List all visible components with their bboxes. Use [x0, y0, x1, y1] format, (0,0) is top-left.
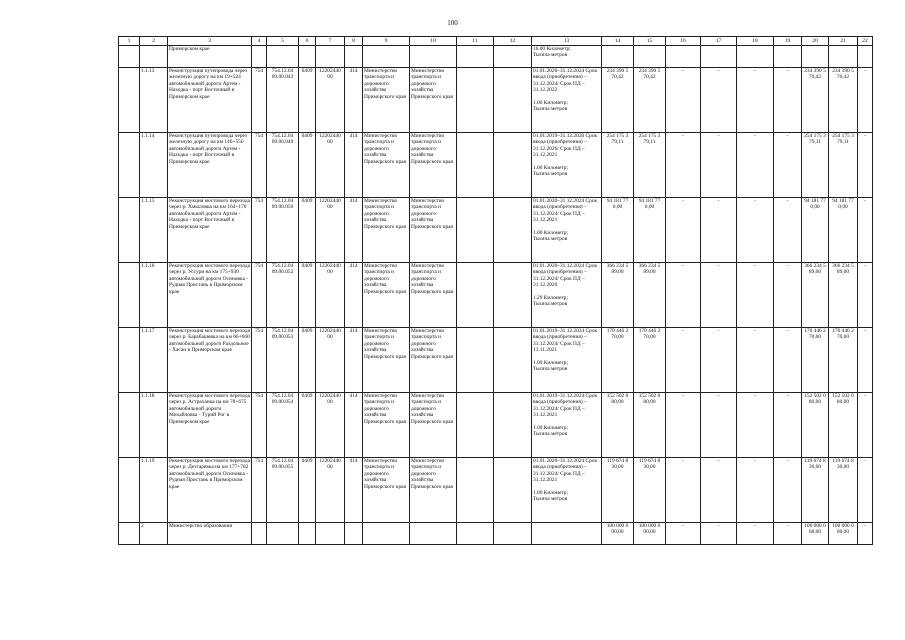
- cell-c8: 414: [345, 68, 363, 133]
- cell-c9: Министерство транспорта и дорожного хозяйства Приморского края: [363, 393, 410, 458]
- column-number-9: 9: [363, 37, 410, 46]
- cell-period: 16.00 Километр; Тысяча метров: [532, 46, 602, 68]
- cell-c6: 0409: [299, 133, 316, 198]
- cell-c20: 119 674 8 30,00: [802, 458, 829, 523]
- cell-c4: [252, 523, 267, 545]
- column-number-14: 14: [602, 37, 634, 46]
- cell-c9: Министерство транспорта и дорожного хозяйства Приморского края: [363, 263, 410, 328]
- cell-c10: Министерство транспорта и дорожного хозяйства Приморского края: [410, 458, 457, 523]
- column-number-18: 18: [737, 37, 774, 46]
- cell-c18: -: [737, 458, 774, 523]
- cell-c19: -: [774, 133, 802, 198]
- cell-c22: -: [858, 263, 873, 328]
- cell-c12: [494, 393, 532, 458]
- table-row: [119, 458, 873, 523]
- cell-c3: Реконструкция мостового перехода через р. Уссури на км 175+930 автомобильной дороги Осиновка - Рудная Пристань в Приморском крае: [168, 263, 252, 328]
- table-row: [119, 263, 873, 328]
- cell-c17: -: [701, 198, 737, 263]
- cell-c20: 254 175 3 79,11: [802, 133, 829, 198]
- cell-c11: [457, 68, 494, 133]
- cell-c1: [119, 133, 140, 198]
- cell-c13: 01.01.2020–31.12.2024 Срок ввода (приобретения) – 31.12.2024/ Срок ПД – 31.12.2022 1.00 Километр; Тысяча метров: [532, 68, 602, 133]
- cell-c16: -: [666, 393, 701, 458]
- column-number-3: 3: [168, 37, 252, 46]
- cell-c2: [140, 46, 168, 68]
- cell-c13: 01.01.2020–31.12.2024 Срок ввода (приобретения) – 31.12.2024/ Срок ПД – 31.12.2020 1.29 Километр; Тысяча метров: [532, 263, 602, 328]
- cell-c10: Министерство транспорта и дорожного хозяйства Приморского края: [410, 393, 457, 458]
- cell-c4: 754: [252, 328, 267, 393]
- cell-c20: 94 181 77 0,00: [802, 198, 829, 263]
- cell-c17: -: [701, 133, 737, 198]
- column-number-8: 8: [345, 37, 363, 46]
- cell-c5: [267, 523, 299, 545]
- cell-c17: -: [701, 68, 737, 133]
- cell-c2: 1.1.18: [140, 393, 168, 458]
- cell-c21: 119 674 8 30,00: [829, 458, 858, 523]
- cell-c17: -: [701, 393, 737, 458]
- cell-c21: 170 446 2 70,00: [829, 328, 858, 393]
- cell-c10: Министерство транспорта и дорожного хозяйства Приморского края: [410, 133, 457, 198]
- cell-c16: -: [666, 133, 701, 198]
- column-number-22: 22: [858, 37, 873, 46]
- cell-c4: 754: [252, 263, 267, 328]
- cell-c2: 1.1.19: [140, 458, 168, 523]
- cell-c10: Министерство транспорта и дорожного хозяйства Приморского края: [410, 328, 457, 393]
- cell-c6: [299, 523, 316, 545]
- column-number-11: 11: [457, 37, 494, 46]
- cell-c11: [457, 133, 494, 198]
- cell-c6: 0409: [299, 198, 316, 263]
- cell-c3: Реконструкция путепровода через железную дорогу на км 19+524 автомобильной дороги Артем - Находка - порт Восточный в Приморском крае: [168, 68, 252, 133]
- cell-c11: [457, 523, 494, 545]
- cell-c15: 100 000 0 00,00: [634, 523, 666, 545]
- column-number-16: 16: [666, 37, 701, 46]
- cell-c18: -: [737, 328, 774, 393]
- column-number-1: 1: [119, 37, 140, 46]
- cell-c18: -: [737, 263, 774, 328]
- cell-c2: 1.1.15: [140, 198, 168, 263]
- cell-c19: -: [774, 458, 802, 523]
- cell-c3: Реконструкция путепровода через железную дорогу на км 146+550 автомобильной дороги Артем - Находка - порт Восточный в Приморском крае: [168, 133, 252, 198]
- cell-c8: 414: [345, 263, 363, 328]
- column-number-5: 5: [267, 37, 299, 46]
- cell-c16: -: [666, 263, 701, 328]
- cell-c19: -: [774, 393, 802, 458]
- cell-c8: 414: [345, 393, 363, 458]
- cell-c9: Министерство транспорта и дорожного хозяйства Приморского края: [363, 198, 410, 263]
- cell-c19: -: [774, 523, 802, 545]
- column-number-19: 19: [774, 37, 802, 46]
- cell-c1: [119, 523, 140, 545]
- cell-c12: [494, 328, 532, 393]
- cell-c13: 01.01.2019–31.12.2026 Срок ввода (приобретения) – 31.12.2026/ Срок ПД – 31.12.2021 1.00 Километр; Тысяча метров: [532, 133, 602, 198]
- cell-c7: 12202440 00: [316, 133, 345, 198]
- cell-c1: [119, 46, 140, 68]
- cell-c7: 12202440 00: [316, 393, 345, 458]
- cell-c21: 100 000 0 00,00: [829, 523, 858, 545]
- cell-c6: 0409: [299, 458, 316, 523]
- cell-c11: [457, 393, 494, 458]
- cell-c13: 01.01.2020–31.12.2024 Срок ввода (приобретения) – 31.12.2024/ Срок ПД – 31.12.2021 1.00 Километр; Тысяча метров: [532, 458, 602, 523]
- cell-c2: 1.1.16: [140, 263, 168, 328]
- cell-c5: 754.12.04 09.00.049: [267, 133, 299, 198]
- cell-c13: [532, 523, 602, 545]
- cell-c22: -: [858, 68, 873, 133]
- cell-c2: 1.1.13: [140, 68, 168, 133]
- page-number: 100: [447, 19, 458, 27]
- cell-c14: 366 234 5 89,00: [602, 263, 634, 328]
- cell-c2: 1.1.14: [140, 133, 168, 198]
- cell-c1: [119, 393, 140, 458]
- table-row-ministry-education: [119, 523, 873, 545]
- cell-c4: 754: [252, 458, 267, 523]
- cell-c6: 0409: [299, 393, 316, 458]
- cell-c7: 12202440 00: [316, 458, 345, 523]
- cell-c7: 12202440 00: [316, 328, 345, 393]
- cell-c16: -: [666, 523, 701, 545]
- cell-c5: 754.12.04 09.00.055: [267, 458, 299, 523]
- cell-c7: 12202440 00: [316, 198, 345, 263]
- column-number-4: 4: [252, 37, 267, 46]
- cell-c8: 414: [345, 328, 363, 393]
- cell-c12: [494, 198, 532, 263]
- cell-c15: 152 502 0 80,00: [634, 393, 666, 458]
- cell-c21: 254 175 3 79,11: [829, 133, 858, 198]
- cell-c19: -: [774, 198, 802, 263]
- cell-c19: -: [774, 328, 802, 393]
- cell-c20: 100 000 0 00,00: [802, 523, 829, 545]
- column-number-7: 7: [316, 37, 345, 46]
- cell-c22: -: [858, 393, 873, 458]
- cell-c15: 119 674 8 30,00: [634, 458, 666, 523]
- cell-c18: -: [737, 133, 774, 198]
- cell-c1: [119, 68, 140, 133]
- cell-c18: -: [737, 68, 774, 133]
- cell-c6: 0409: [299, 68, 316, 133]
- cell-c6: 0409: [299, 328, 316, 393]
- cell-c2: 2: [140, 523, 168, 545]
- cell-c19: -: [774, 68, 802, 133]
- cell-c11: [457, 263, 494, 328]
- cell-c11: [457, 328, 494, 393]
- cell-c20: 170 446 2 70,00: [802, 328, 829, 393]
- cell-c19: -: [774, 263, 802, 328]
- column-number-row: [119, 37, 873, 46]
- cell-c15: 94 181 77 0,00: [634, 198, 666, 263]
- cell-c4: 754: [252, 393, 267, 458]
- cell-c7: [316, 523, 345, 545]
- cell-c1: [119, 328, 140, 393]
- cell-c14: 100 000 0 00,00: [602, 523, 634, 545]
- cell-c11: [457, 458, 494, 523]
- cell-c20: 234 390 5 70,42: [802, 68, 829, 133]
- column-number-17: 17: [701, 37, 737, 46]
- cell-c3: Реконструкция мостового перехода через р. Астраханка на км 78+675 автомобильной дороги Михайловка - Турий Рог в Приморском крае: [168, 393, 252, 458]
- cell-c10: Министерство транспорта и дорожного хозяйства Приморского края: [410, 263, 457, 328]
- cell-c12: [494, 263, 532, 328]
- cell-c8: 414: [345, 198, 363, 263]
- cell-c17: -: [701, 263, 737, 328]
- cell-c12: [494, 133, 532, 198]
- cell-c16: -: [666, 458, 701, 523]
- table-row: [119, 133, 873, 198]
- cell-c22: -: [858, 133, 873, 198]
- cell-c14: 119 674 8 30,00: [602, 458, 634, 523]
- cell-c2: 1.1.17: [140, 328, 168, 393]
- table-row: [119, 198, 873, 263]
- cell-c9: [363, 523, 410, 545]
- table-row: [119, 328, 873, 393]
- cell-c8: 414: [345, 458, 363, 523]
- column-number-12: 12: [494, 37, 532, 46]
- table-row: [119, 393, 873, 458]
- cell-c16: -: [666, 198, 701, 263]
- cell-c15: 254 175 3 79,11: [634, 133, 666, 198]
- continuation-row: [119, 46, 873, 68]
- cell-c18: -: [737, 393, 774, 458]
- cell-c10: [410, 523, 457, 545]
- column-number-2: 2: [140, 37, 168, 46]
- cell-c15: 366 234 5 89,00: [634, 263, 666, 328]
- cell-c5: 754.12.04 09.00.050: [267, 198, 299, 263]
- investment-register-table: [118, 36, 873, 545]
- cell-c3: Министерство образования: [168, 523, 252, 545]
- cell-c17: -: [701, 328, 737, 393]
- column-number-6: 6: [299, 37, 316, 46]
- cell-c21: 234 390 5 70,42: [829, 68, 858, 133]
- cell-c1: [119, 458, 140, 523]
- cell-c22: -: [858, 523, 873, 545]
- cell-c10: Министерство транспорта и дорожного хозяйства Приморского края: [410, 198, 457, 263]
- cell-c4: 754: [252, 198, 267, 263]
- cell-c18: -: [737, 198, 774, 263]
- cell-c4: 754: [252, 133, 267, 198]
- column-number-10: 10: [410, 37, 457, 46]
- column-number-21: 21: [829, 37, 858, 46]
- cell-c16: -: [666, 328, 701, 393]
- cell-c14: 94 181 77 0,00: [602, 198, 634, 263]
- cell-c5: 754.12.04 09.00.054: [267, 393, 299, 458]
- cell-c8: 414: [345, 133, 363, 198]
- cell-c20: 366 234 5 89,00: [802, 263, 829, 328]
- cell-c21: 152 502 0 80,00: [829, 393, 858, 458]
- cell-c1: [119, 198, 140, 263]
- cell-c14: 170 446 2 70,00: [602, 328, 634, 393]
- cell-c12: [494, 68, 532, 133]
- cell-object-name: Приморском крае: [168, 46, 252, 68]
- cell-c9: Министерство транспорта и дорожного хозяйства Приморского края: [363, 328, 410, 393]
- cell-c8: [345, 523, 363, 545]
- cell-c14: 152 502 0 80,00: [602, 393, 634, 458]
- cell-c12: [494, 458, 532, 523]
- cell-c9: Министерство транспорта и дорожного хозяйства Приморского края: [363, 68, 410, 133]
- cell-c22: -: [858, 198, 873, 263]
- cell-c20: 152 502 0 80,00: [802, 393, 829, 458]
- cell-c21: 366 234 5 89,00: [829, 263, 858, 328]
- cell-c3: Реконструкция мостового перехода через р. Хмыловка на км 164+170 автомобильной дороги Артем - Находка - порт Восточный в Приморском крае: [168, 198, 252, 263]
- cell-c15: 234 390 5 70,42: [634, 68, 666, 133]
- column-number-15: 15: [634, 37, 666, 46]
- cell-c11: [457, 198, 494, 263]
- cell-c3: Реконструкция мостового перехода через р. Барабашевка на км 66+660 автомобильной дороги Раздольное - Хасан в Приморском крае: [168, 328, 252, 393]
- cell-c7: 12202440 00: [316, 68, 345, 133]
- cell-c15: 170 446 2 70,00: [634, 328, 666, 393]
- cell-c6: 0409: [299, 263, 316, 328]
- cell-c16: -: [666, 68, 701, 133]
- cell-c14: 254 175 3 79,11: [602, 133, 634, 198]
- cell-c5: 754.12.04 09.00.043: [267, 68, 299, 133]
- cell-c22: -: [858, 458, 873, 523]
- cell-c18: -: [737, 523, 774, 545]
- cell-c7: 12202440 00: [316, 263, 345, 328]
- column-number-20: 20: [802, 37, 829, 46]
- cell-c12: [494, 523, 532, 545]
- cell-c13: 01.01.2019–31.12.2024 Срок ввода (приобретения) – 31.12.2024/ Срок ПД – 31.12.2021 1.00 Километр; Тысяча метров: [532, 393, 602, 458]
- cell-c9: Министерство транспорта и дорожного хозяйства Приморского края: [363, 458, 410, 523]
- cell-c21: 94 181 77 0,00: [829, 198, 858, 263]
- table-row: [119, 68, 873, 133]
- cell-c22: -: [858, 328, 873, 393]
- cell-c1: [119, 263, 140, 328]
- cell-c9: Министерство транспорта и дорожного хозяйства Приморского края: [363, 133, 410, 198]
- cell-c5: 754.12.04 09.00.052: [267, 263, 299, 328]
- cell-c13: 01.01.2020–31.12.2024 Срок ввода (приобретения) – 31.12.2024/ Срок ПД – 31.12.2021 1.00 Километр; Тысяча метров: [532, 198, 602, 263]
- cell-c3: Реконструкция мостового перехода через р. Детгаревка на км 177+782 автомобильной дороги Осиновка - Рудная Пристань в Приморском крае: [168, 458, 252, 523]
- cell-c17: -: [701, 523, 737, 545]
- cell-c14: 234 390 5 70,42: [602, 68, 634, 133]
- cell-c17: -: [701, 458, 737, 523]
- cell-c4: 754: [252, 68, 267, 133]
- cell-c13: 01.01.2019–31.12.2024 Срок ввода (приобретения) – 31.12.2024/ Срок ПД – 13.11.2021 1.00 Километр; Тысяча метров: [532, 328, 602, 393]
- cell-c10: Министерство транспорта и дорожного хозяйства Приморского края: [410, 68, 457, 133]
- column-number-13: 13: [532, 37, 602, 46]
- cell-c5: 754.12.04 09.00.053: [267, 328, 299, 393]
